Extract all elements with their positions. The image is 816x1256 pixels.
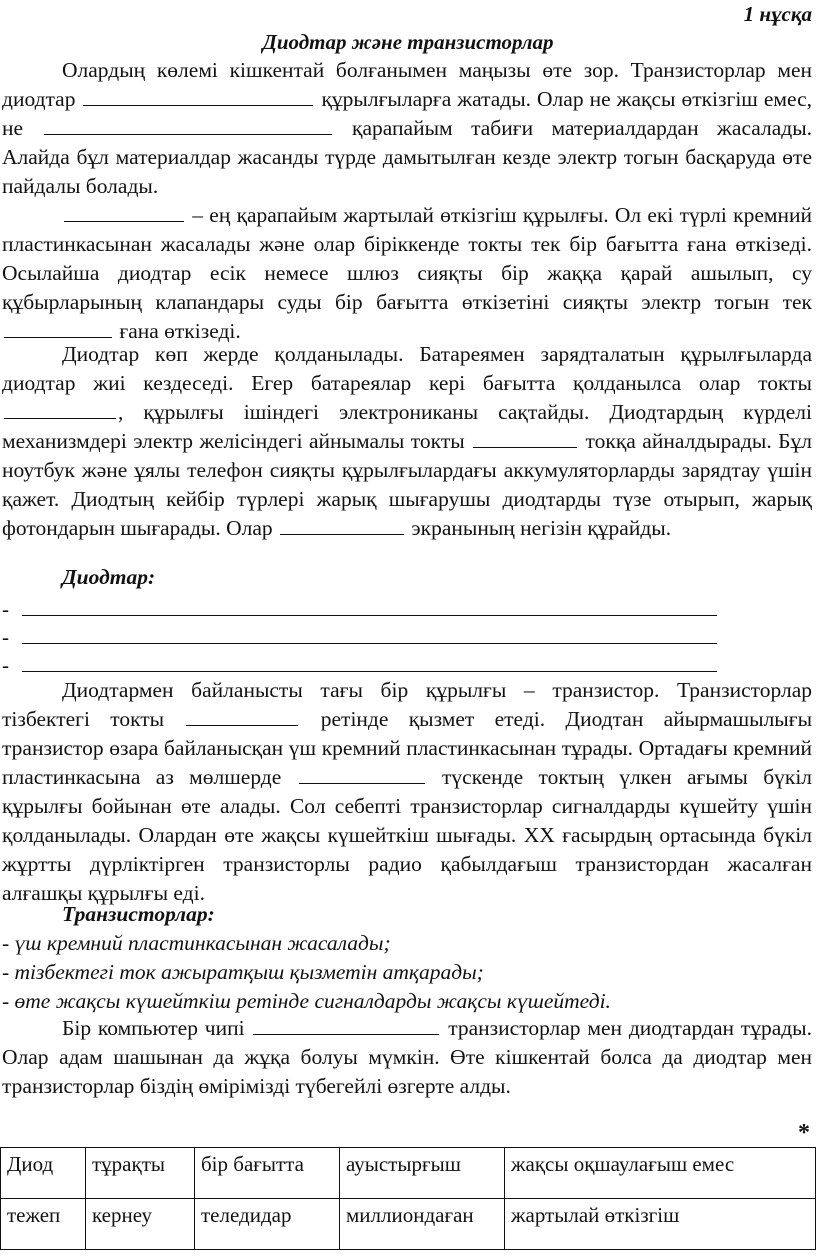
answer-rule [22, 671, 717, 672]
fill-blank[interactable] [44, 114, 332, 135]
fill-blank[interactable] [253, 1014, 439, 1035]
fill-blank[interactable] [4, 317, 112, 338]
fill-blank[interactable] [4, 398, 116, 419]
word-cell[interactable]: кернеу [86, 1199, 195, 1250]
word-cell[interactable]: миллиондаған [340, 1199, 505, 1250]
paragraph-text: Диодтар көп жерде қолданылады. Батареямен зарядталатын құрылғыларда диодтар жиі кездеседі. Егер батареялар кері бағытта қолданылса олар токты [2, 342, 812, 395]
dash-marker: - [2, 653, 9, 677]
paragraph-text: , құрылғы ішіндегі электрониканы сақтайды. Диодтардың күрделі механизмдері электр желісіндегі айнымалы токты [2, 400, 812, 453]
paragraph-text: – ең қарапайым жартылай өткізгіш құрылғы. Ол екі түрлі кремний пластинкасынан жасалады және олар біріккенде токты тек бір бағытта ғана өткізеді. Осылайша диодтар есік немесе шлюз сияқты бір жаққа қарай ашылып, су құбырларының клапандары суды бір бағытта өткізетіні сияқты электр тогын тек [2, 203, 812, 314]
word-cell[interactable]: ауыстырғыш [340, 1148, 505, 1199]
paragraph-text: токқа айналдырады. Бұл ноутбук және ұялы телефон сияқты құрылғылардағы аккумуляторларды зарядтау үшін қажет. Диодтың кейбір түрлері жарық шығарушы диодтарды түзе отырып, жарық фотондарын шығарады. Олар [2, 429, 812, 540]
dash-marker: - [2, 625, 9, 649]
diodes-heading: Диодтар: [62, 565, 156, 589]
word-cell[interactable]: жартылай өткізгіш [505, 1199, 816, 1250]
table-row [1, 1148, 816, 1199]
paragraph-text: Бір компьютер чипі [62, 1016, 245, 1040]
word-cell[interactable]: Диод [1, 1148, 86, 1199]
fill-blank[interactable] [299, 763, 425, 784]
paragraph-text: құрылғыларға жатады. Олар не жақсы өткізгіш емес, не [2, 87, 813, 140]
paragraph-text: экранының негізін құрайды. [411, 516, 672, 540]
dash-marker: - [2, 597, 9, 621]
fill-blank[interactable] [83, 85, 313, 106]
fill-blank[interactable] [186, 705, 298, 726]
answer-rule [22, 643, 717, 644]
table-row [1, 1199, 816, 1250]
word-bank-table [0, 1147, 816, 1250]
transistor-fact: - өте жақсы күшейткіш ретінде сигналдарды жақсы күшейтеді. [2, 989, 611, 1013]
transistors-heading: Транзисторлар: [62, 902, 215, 926]
word-cell[interactable]: теледидар [195, 1199, 340, 1250]
word-cell[interactable]: тұрақты [86, 1148, 195, 1199]
fill-blank[interactable] [64, 201, 184, 222]
word-cell[interactable]: тежеп [1, 1199, 86, 1250]
paragraph-text: ретінде қызмет етеді. Диодтан айырмашылығы транзистор өзара байланысқан үш кремний пластинкасынан тұрады. Ортадағы кремний пластинкасына аз мөлшерде [2, 707, 813, 789]
transistor-fact: - тізбектегі ток ажыратқыш қызметін атқарады; [2, 960, 484, 984]
paragraph-intro [2, 56, 812, 201]
fill-blank[interactable] [280, 514, 404, 535]
paragraph-text: Диодтармен байланысты тағы бір құрылғы – транзистор. Транзисторлар тізбектегі токты [2, 678, 812, 731]
paragraph-text: қарапайым табиғи материалдардан жасалады. Алайда бұл материалдар жасанды түрде дамытылған кезде электр тогын басқаруда өте пайдалы болады. [2, 116, 813, 198]
paragraph-chip [2, 1014, 812, 1101]
paragraph-text: Олардың көлемі кішкентай болғанымен маңызы өте зор. Транзисторлар мен диодтар [2, 58, 812, 111]
word-cell[interactable]: жақсы оқшаулағыш емес [505, 1148, 816, 1199]
answer-line[interactable] [2, 654, 717, 676]
variant-label: 1 нұсқа [743, 2, 812, 26]
answer-line[interactable] [2, 626, 717, 648]
fill-blank[interactable] [473, 427, 577, 448]
paragraph-transistor [2, 676, 812, 908]
transistor-fact: - үш кремний пластинкасынан жасалады; [2, 931, 391, 955]
page-title: Диодтар және транзисторлар [262, 30, 554, 54]
asterisk-mark: * [798, 1120, 810, 1146]
paragraph-diode-usage [2, 340, 812, 543]
paragraph-text: түскенде токтың үлкен ағымы бүкіл құрылғы бойынан өте алады. Сол себепті транзисторлар сигналдарды күшейту үшін қолданылады. Олардан өте жақсы күшейткіш шығады. ХХ ғасырдың ортасында бүкіл жұртты дүрліктірген транзисторлы радио қабылдағыш транзистордан жасалған алғашқы құрылғы еді. [2, 765, 813, 905]
word-cell[interactable]: бір бағытта [195, 1148, 340, 1199]
paragraph-text: ғана өткізеді. [119, 319, 241, 343]
answer-line[interactable] [2, 598, 717, 620]
paragraph-diode-definition [2, 201, 812, 346]
paragraph-text: транзисторлар мен диодтардан тұрады. Олар адам шашынан да жұқа болуы мүмкін. Өте кішкентай болса да диодтар мен транзисторлар біздің өмірімізді түбегейлі өзгерте алды. [2, 1016, 813, 1098]
answer-rule [22, 615, 717, 616]
